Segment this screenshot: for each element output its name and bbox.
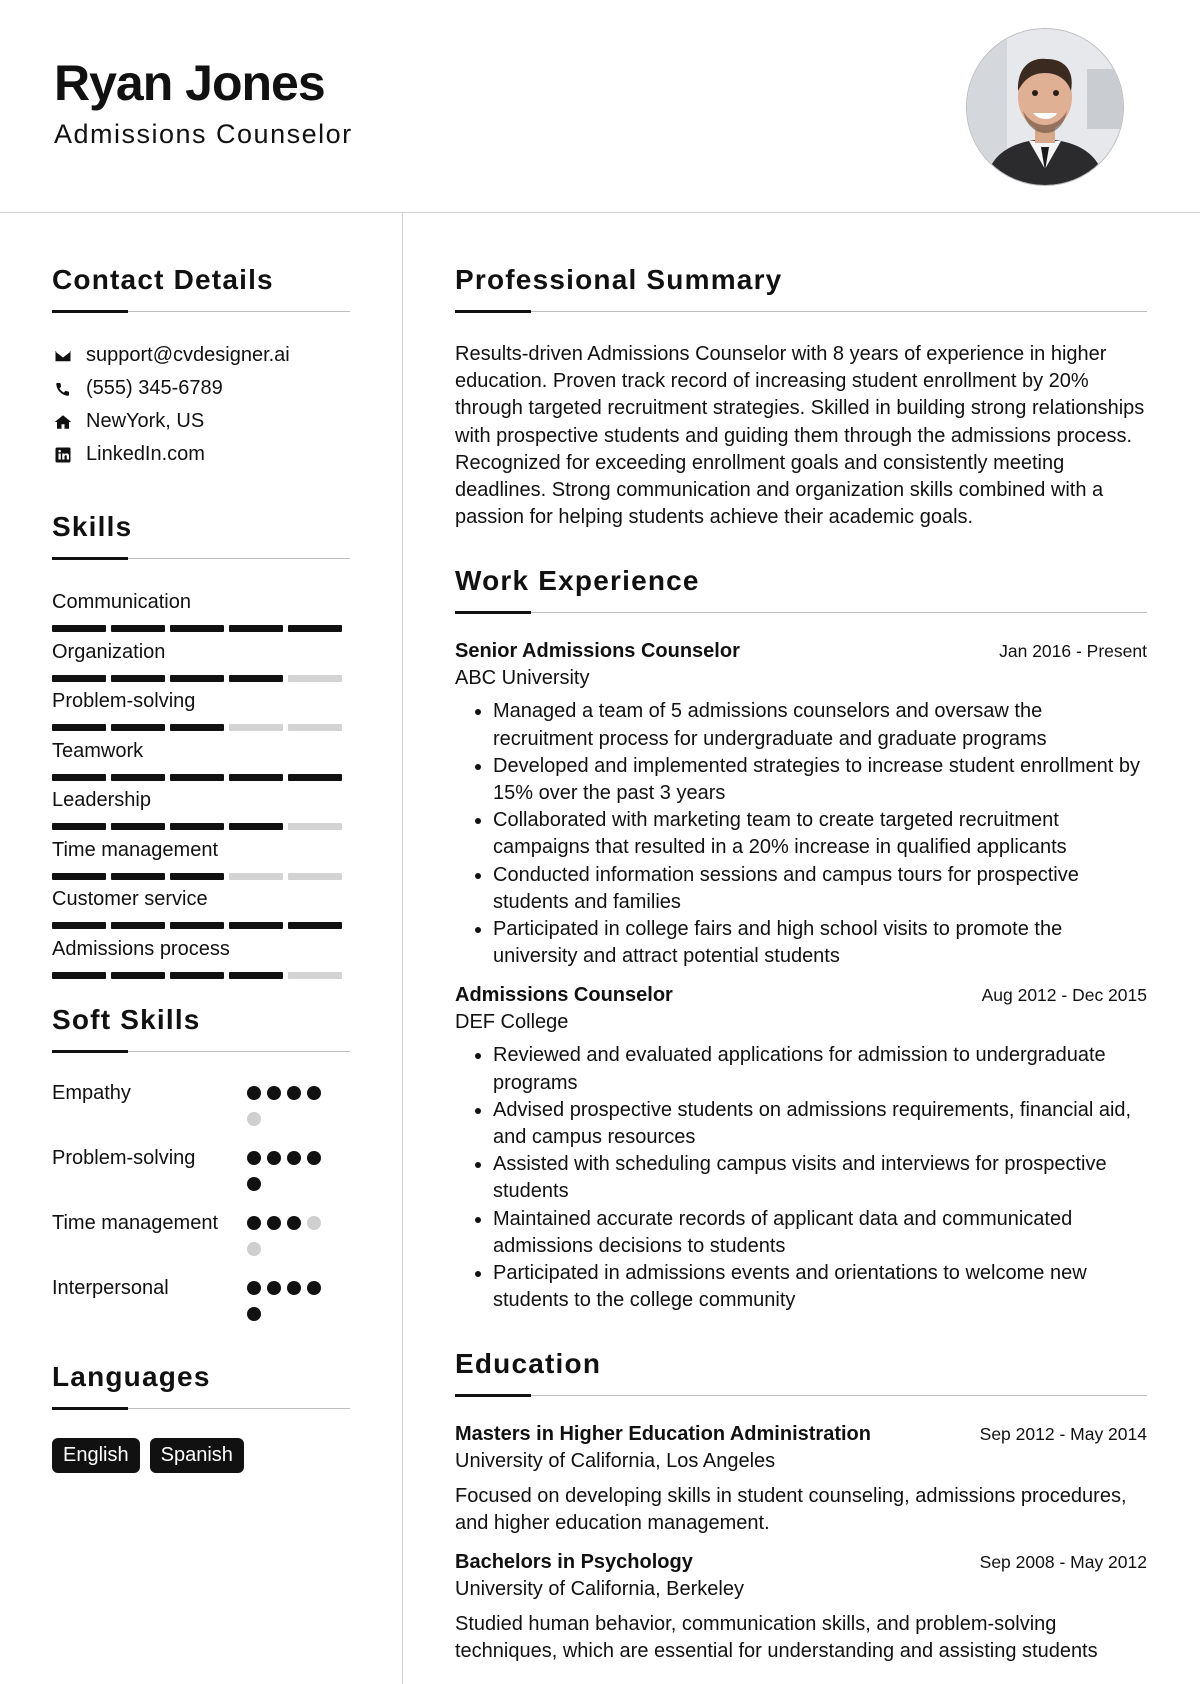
- soft-skill-name: Problem-solving: [52, 1147, 196, 1169]
- rating-dot: [287, 1151, 301, 1165]
- rating-dot: [247, 1242, 261, 1256]
- rating-dot: [287, 1086, 301, 1100]
- language-badge: Spanish: [150, 1438, 244, 1473]
- skill-level-segment: [229, 675, 283, 682]
- skill-name: Leadership: [52, 789, 151, 811]
- job-bullet: • Managed a team of 5 admissions counselors and oversaw the recruitment process for undergraduate and graduate programs: [493, 698, 1147, 752]
- job-organization: DEF College: [455, 1011, 569, 1034]
- skill-level-segment: [288, 774, 342, 781]
- envelope-icon: [52, 345, 74, 367]
- job-entry: [455, 984, 1147, 1314]
- skill-level-segment: [288, 625, 342, 632]
- job-bullet: • Participated in college fairs and high school visits to promote the university and attract potential students: [493, 916, 1147, 970]
- skill-level-segment: [288, 972, 342, 979]
- section-rule: [455, 310, 1147, 313]
- skill-level-segment: [52, 823, 106, 830]
- skill-level-segment: [111, 774, 165, 781]
- rating-dot: [247, 1151, 261, 1165]
- contact-linkedin-text: LinkedIn.com: [86, 443, 205, 465]
- skill-item: [52, 739, 350, 789]
- skill-level-bars: [52, 675, 350, 682]
- skill-item: [52, 689, 350, 739]
- skill-level-segment: [111, 724, 165, 731]
- education-entry: [455, 1423, 1147, 1537]
- contact-email[interactable]: [52, 339, 350, 372]
- skill-name: Teamwork: [52, 739, 144, 762]
- skill-level-segment: [111, 823, 165, 830]
- skill-level-segment: [288, 873, 342, 880]
- contact-phone[interactable]: [52, 372, 350, 405]
- education-heading: Education: [455, 1348, 602, 1380]
- job-bullet: • Maintained accurate records of applicant data and communicated admissions decisions to students: [493, 1206, 1147, 1260]
- skill-name: Communication: [52, 591, 191, 613]
- skill-level-segment: [229, 972, 283, 979]
- skill-level-segment: [52, 972, 106, 979]
- soft-skill-rating: [247, 1079, 333, 1138]
- school-name: University of California, Los Angeles: [455, 1450, 776, 1473]
- skill-level-segment: [170, 625, 224, 632]
- skill-level-segment: [170, 724, 224, 731]
- school-name: University of California, Berkeley: [455, 1578, 744, 1601]
- skill-level-segment: [52, 625, 106, 632]
- rating-dot: [247, 1086, 261, 1100]
- job-bullet: • Participated in admissions events and orientations to welcome new students to the college community: [493, 1260, 1147, 1314]
- soft-skills-heading: Soft Skills: [52, 1004, 201, 1035]
- skill-level-bars: [52, 724, 350, 731]
- skill-level-segment: [111, 873, 165, 880]
- skill-name: Time management: [52, 838, 218, 861]
- contact-email-text: support@cvdesigner.ai: [86, 344, 290, 366]
- linkedin-icon: [52, 444, 74, 466]
- skill-level-segment: [229, 625, 283, 632]
- job-bullet: • Developed and implemented strategies to increase student enrollment by 15% over the past 3 years: [493, 753, 1147, 807]
- rating-dot: [247, 1177, 261, 1191]
- skill-level-bars: [52, 972, 350, 979]
- job-organization: ABC University: [455, 667, 590, 690]
- skill-level-segment: [111, 922, 165, 929]
- rating-dot: [287, 1216, 301, 1230]
- section-rule: [455, 611, 1147, 614]
- education-dates: Sep 2008 - May 2012: [979, 1552, 1147, 1573]
- rating-dot: [307, 1086, 321, 1100]
- skills-list: [52, 590, 350, 986]
- skill-item: [52, 640, 350, 690]
- contact-phone-text: (555) 345-6789: [86, 377, 223, 399]
- summary-text: Results-driven Admissions Counselor with 8 years of experience in higher education. Proven track record of increasing student enrollment by 20% through targeted recruitment strategies. Skilled in building strong relationships with prospective students and guiding them through the admissions process. Recognized for exceeding enrollment goals and consistently meeting deadlines. Strong communication and organization skills combined with a passion for helping students achieve their academic goals.: [455, 343, 1145, 529]
- job-title: Admissions Counselor: [455, 984, 673, 1007]
- skill-level-segment: [229, 774, 283, 781]
- skill-name: Problem-solving: [52, 690, 196, 712]
- skill-item: [52, 937, 350, 987]
- soft-skill-rating: [247, 1274, 333, 1333]
- skill-level-segment: [170, 922, 224, 929]
- skill-level-segment: [288, 823, 342, 830]
- soft-skill-item: [52, 1144, 350, 1203]
- job-title: Senior Admissions Counselor: [455, 640, 740, 663]
- rating-dot: [267, 1086, 281, 1100]
- skill-level-bars: [52, 774, 350, 781]
- candidate-title: Admissions Counselor: [54, 119, 353, 149]
- rating-dot: [307, 1151, 321, 1165]
- contact-list: [52, 339, 350, 471]
- skill-name: Customer service: [52, 888, 208, 910]
- rating-dot: [267, 1216, 281, 1230]
- soft-skill-item: [52, 1209, 350, 1268]
- job-dates: Aug 2012 - Dec 2015: [981, 985, 1147, 1006]
- language-badge: English: [52, 1438, 140, 1473]
- job-bullet: • Advised prospective students on admissions requirements, financial aid, and campus resources: [493, 1097, 1147, 1151]
- contact-location-text: NewYork, US: [86, 410, 205, 432]
- job-bullets: [455, 698, 1147, 970]
- languages-list: [52, 1438, 350, 1473]
- home-icon: [52, 411, 74, 433]
- rating-dot: [307, 1281, 321, 1295]
- job-bullet: • Reviewed and evaluated applications for admission to undergraduate programs: [493, 1042, 1147, 1096]
- soft-skill-rating: [247, 1209, 333, 1268]
- avatar-illustration: [967, 29, 1123, 185]
- skill-level-segment: [229, 873, 283, 880]
- skill-name: Organization: [52, 640, 166, 663]
- skill-level-segment: [52, 724, 106, 731]
- soft-skill-name: Time management: [52, 1212, 218, 1234]
- skill-level-segment: [111, 675, 165, 682]
- profile-photo: [966, 28, 1124, 186]
- skill-level-segment: [52, 873, 106, 880]
- skill-level-segment: [229, 922, 283, 929]
- soft-skill-item: [52, 1274, 350, 1333]
- skill-level-segment: [288, 675, 342, 682]
- skill-level-bars: [52, 922, 350, 929]
- skill-level-segment: [52, 922, 106, 929]
- skill-level-segment: [111, 625, 165, 632]
- job-dates: Jan 2016 - Present: [999, 641, 1147, 662]
- education-description: Studied human behavior, communication skills, and problem-solving techniques, which are essential for understanding and assisting students: [455, 1613, 1098, 1663]
- soft-skills-list: [52, 1079, 350, 1333]
- rating-dot: [287, 1281, 301, 1295]
- skill-level-segment: [229, 823, 283, 830]
- skill-item: [52, 788, 350, 838]
- contact-heading: Contact Details: [52, 264, 274, 295]
- job-bullet: • Assisted with scheduling campus visits and interviews for prospective students: [493, 1151, 1147, 1205]
- skill-level-segment: [52, 774, 106, 781]
- soft-skill-name: Interpersonal: [52, 1277, 169, 1299]
- skill-level-segment: [52, 675, 106, 682]
- rating-dot: [247, 1281, 261, 1295]
- degree-title: Bachelors in Psychology: [455, 1551, 693, 1574]
- education-description: Focused on developing skills in student counseling, admissions procedures, and higher education management.: [455, 1485, 1127, 1535]
- soft-skill-item: [52, 1079, 350, 1138]
- skill-level-segment: [229, 724, 283, 731]
- phone-icon: [52, 378, 74, 400]
- contact-linkedin[interactable]: [52, 438, 350, 471]
- skill-item: [52, 590, 350, 640]
- skill-level-segment: [170, 823, 224, 830]
- skill-level-segment: [170, 774, 224, 781]
- languages-heading: Languages: [52, 1361, 211, 1392]
- job-bullet: • Collaborated with marketing team to create targeted recruitment campaigns that resulted in a 20% increase in qualified applicants: [493, 807, 1147, 861]
- rating-dot: [247, 1112, 261, 1126]
- skill-item: [52, 838, 350, 888]
- section-rule: [52, 557, 350, 560]
- skill-level-segment: [288, 724, 342, 731]
- skill-level-bars: [52, 625, 350, 632]
- rating-dot: [267, 1281, 281, 1295]
- job-bullets: [455, 1042, 1147, 1314]
- skill-level-segment: [170, 675, 224, 682]
- degree-title: Masters in Higher Education Administration: [455, 1423, 871, 1446]
- right-column: [455, 266, 1147, 1665]
- rating-dot: [247, 1216, 261, 1230]
- soft-skill-name: Empathy: [52, 1082, 131, 1104]
- soft-skill-rating: [247, 1144, 333, 1203]
- column-divider: [402, 212, 403, 1684]
- rating-dot: [247, 1307, 261, 1321]
- resume-header: [0, 0, 1200, 213]
- section-rule: [52, 1050, 350, 1053]
- job-bullet: • Conducted information sessions and campus tours for prospective students and families: [493, 862, 1147, 916]
- skill-name: Admissions process: [52, 937, 230, 960]
- left-column: [52, 266, 350, 1473]
- skills-heading: Skills: [52, 511, 133, 542]
- skill-level-segment: [288, 922, 342, 929]
- rating-dot: [307, 1216, 321, 1230]
- skill-level-segment: [170, 972, 224, 979]
- skill-level-bars: [52, 823, 350, 830]
- experience-heading: Work Experience: [455, 565, 700, 597]
- section-rule: [455, 1394, 1147, 1397]
- skill-level-segment: [111, 972, 165, 979]
- skill-level-bars: [52, 873, 350, 880]
- candidate-name: Ryan Jones: [54, 55, 325, 111]
- section-rule: [52, 1407, 350, 1410]
- skill-level-segment: [170, 873, 224, 880]
- education-entry: [455, 1551, 1147, 1665]
- section-rule: [52, 310, 350, 313]
- summary-heading: Professional Summary: [455, 264, 783, 295]
- job-entry: [455, 640, 1147, 970]
- contact-location: [52, 405, 350, 438]
- rating-dot: [267, 1151, 281, 1165]
- skill-item: [52, 887, 350, 937]
- education-dates: Sep 2012 - May 2014: [979, 1424, 1147, 1445]
